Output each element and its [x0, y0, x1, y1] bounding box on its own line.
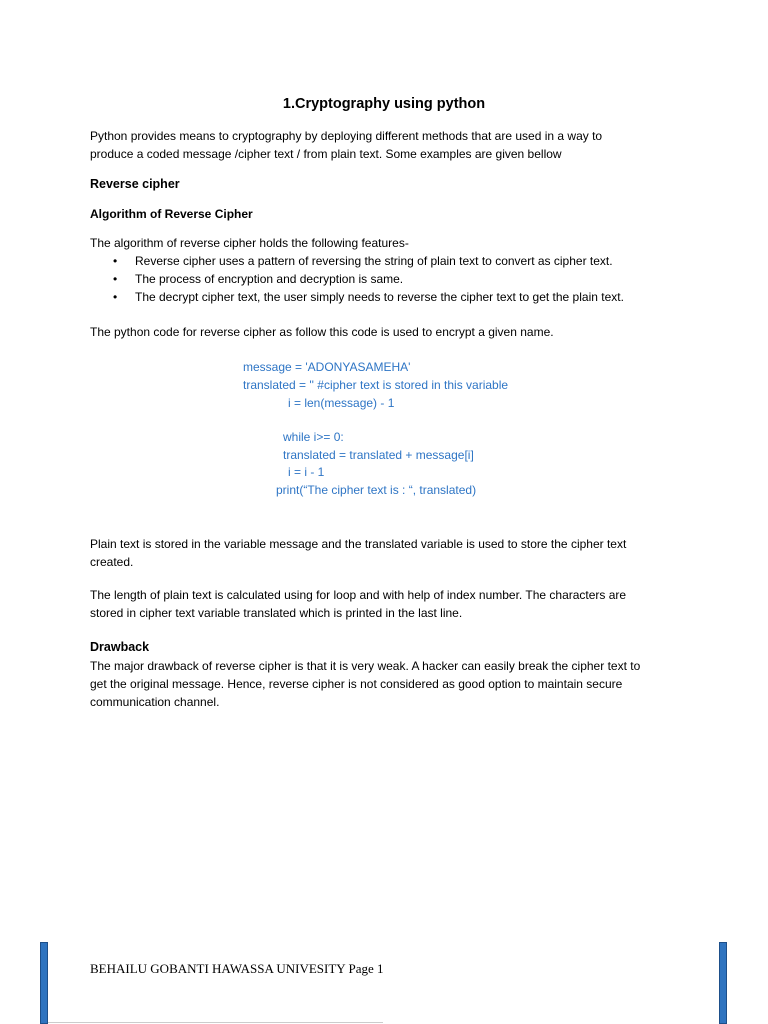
code-line: message = 'ADONYASAMEHA': [243, 360, 411, 374]
code-line: translated = '' #cipher text is stored in this variable: [243, 378, 509, 392]
list-item-text: The process of encryption and decryption is same.: [135, 272, 404, 286]
footer-left-bar: [40, 942, 48, 1024]
section-heading: Reverse cipher: [90, 177, 180, 191]
code-line: print(“The cipher text is : “, translated): [276, 483, 477, 497]
bullet-icon: •: [113, 290, 118, 304]
footer-divider: [48, 1022, 383, 1023]
list-item: [90, 270, 624, 288]
drawback-heading: Drawback: [90, 640, 150, 654]
drawback-paragraph: [90, 657, 680, 711]
list-item: [90, 288, 624, 306]
explanation-paragraph: [90, 586, 680, 622]
explanation-line: Plain text is stored in the variable message and the translated variable is used to store the cipher text: [90, 537, 627, 551]
algorithm-intro: The algorithm of reverse cipher holds the following features-: [90, 236, 409, 250]
explanation-line: The length of plain text is calculated using for loop and with help of index number. The characters are: [90, 588, 627, 602]
page-footer: BEHAILU GOBANTI HAWASSA UNIVESITY Page 1: [90, 961, 384, 976]
subsection-heading: Algorithm of Reverse Cipher: [90, 207, 253, 221]
code-intro: The python code for reverse cipher as follow this code is used to encrypt a given name.: [90, 325, 554, 339]
code-line: i = len(message) - 1: [288, 396, 395, 410]
drawback-line: get the original message. Hence, reverse cipher is not considered as good option to maintain secure: [90, 677, 623, 691]
list-item: [90, 252, 624, 270]
explanation-line: created.: [90, 555, 134, 569]
list-item-text: Reverse cipher uses a pattern of reversing the string of plain text to convert as cipher text.: [135, 254, 613, 268]
code-line: translated = translated + message[i]: [283, 448, 474, 462]
footer-right-bar: [719, 942, 727, 1024]
feature-list: [90, 252, 624, 306]
list-item-text: The decrypt cipher text, the user simply needs to reverse the cipher text to get the plain text.: [135, 290, 624, 304]
intro-line: Python provides means to cryptography by deploying different methods that are used in a way to: [90, 129, 603, 143]
code-line: while i>= 0:: [283, 430, 344, 444]
bullet-icon: •: [113, 272, 118, 286]
intro-paragraph: [90, 127, 680, 163]
explanation-line: stored in cipher text variable translated which is printed in the last line.: [90, 606, 463, 620]
drawback-line: communication channel.: [90, 695, 220, 709]
drawback-line: The major drawback of reverse cipher is that it is very weak. A hacker can easily break the cipher text to: [90, 659, 641, 673]
intro-line: produce a coded message /cipher text / from plain text. Some examples are given bellow: [90, 147, 562, 161]
page-title: 1.Cryptography using python: [282, 96, 486, 112]
explanation-paragraph: [90, 535, 680, 571]
bullet-icon: •: [113, 254, 118, 268]
code-line: i = i - 1: [288, 465, 325, 479]
